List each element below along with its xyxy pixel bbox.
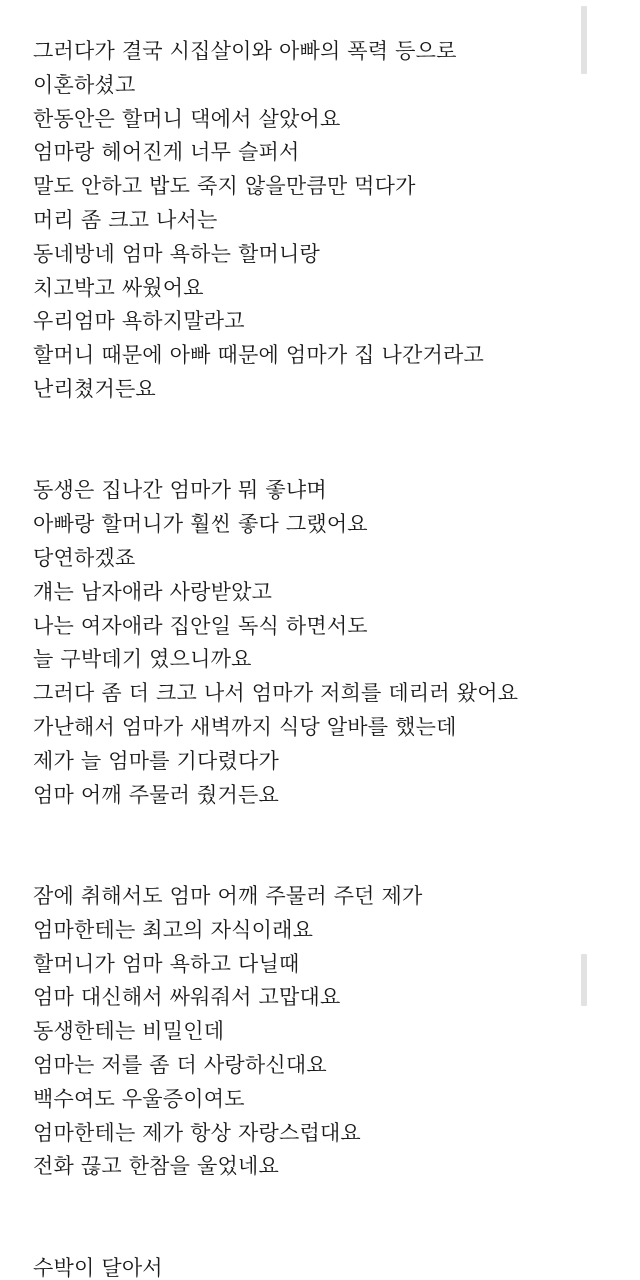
text-line: 엄마랑 헤어진게 너무 슬퍼서: [33, 140, 300, 165]
text-line: 엄마 어깨 주물러 줬거든요: [33, 782, 279, 807]
text-line: 당연하겠죠: [33, 545, 136, 570]
text-line: 전화 끊고 한참을 울었네요: [33, 1154, 279, 1179]
text-line: 동생한테는 비밀인데: [33, 1019, 225, 1044]
text-line: 엄마 대신해서 싸워줘서 고맙대요: [33, 985, 341, 1010]
text-line: 말도 안하고 밥도 죽지 않을만큼만 먹다가: [33, 174, 416, 199]
text-line: 엄마는 저를 좀 더 사랑하신대요: [33, 1052, 327, 1077]
paragraph-gap: [33, 812, 593, 880]
text-line: 나는 여자애라 집안일 독식 하면서도: [33, 613, 368, 638]
text-line: 치고박고 싸웠어요: [33, 275, 204, 300]
paragraph: [33, 35, 593, 407]
text-line: 그러다 좀 더 크고 나서 엄마가 저희를 데리러 왔어요: [33, 681, 519, 706]
text-line: 동네방네 엄마 욕하는 할머니랑: [33, 241, 320, 266]
text-line: 걔는 남자애라 사랑받았고: [33, 579, 273, 604]
text-line: 머리 좀 크고 나서는: [33, 207, 218, 232]
text-line: 늘 구박데기 였으니까요: [33, 647, 252, 672]
text-line: 이혼하셨고: [33, 72, 136, 97]
post-body: [33, 35, 593, 1280]
text-line: 제가 늘 엄마를 기다렸다가: [33, 748, 279, 773]
paragraph-gap: [33, 407, 593, 475]
text-line: 수박이 달아서: [33, 1255, 163, 1280]
text-line: 백수여도 우울증이여도: [33, 1086, 245, 1111]
text-line: 아빠랑 할머니가 훨씬 좋다 그랬어요: [33, 512, 368, 537]
text-line: 할머니 때문에 아빠 때문에 엄마가 집 나간거라고: [33, 343, 484, 368]
paragraph: [33, 880, 593, 1184]
text-line: 한동안은 할머니 댁에서 살았어요: [33, 106, 341, 131]
text-line: 가난해서 엄마가 새벽까지 식당 알바를 했는데: [33, 714, 457, 739]
text-line: 엄마한테는 제가 항상 자랑스럽대요: [33, 1120, 361, 1145]
paragraph-gap: [33, 1184, 593, 1252]
paragraph: [33, 1252, 593, 1280]
paragraph: [33, 474, 593, 812]
text-line: 할머니가 엄마 욕하고 다닐때: [33, 951, 300, 976]
text-line: 동생은 집나간 엄마가 뭐 좋냐며: [33, 478, 327, 503]
text-line: 그러다가 결국 시집살이와 아빠의 폭력 등으로: [33, 39, 457, 63]
text-line: 엄마한테는 최고의 자식이래요: [33, 917, 314, 942]
text-line: 우리엄마 욕하지말라고: [33, 309, 245, 334]
text-line: 난리쳤거든요: [33, 376, 156, 401]
text-line: 잠에 취해서도 엄마 어깨 주물러 주던 제가: [33, 883, 423, 908]
